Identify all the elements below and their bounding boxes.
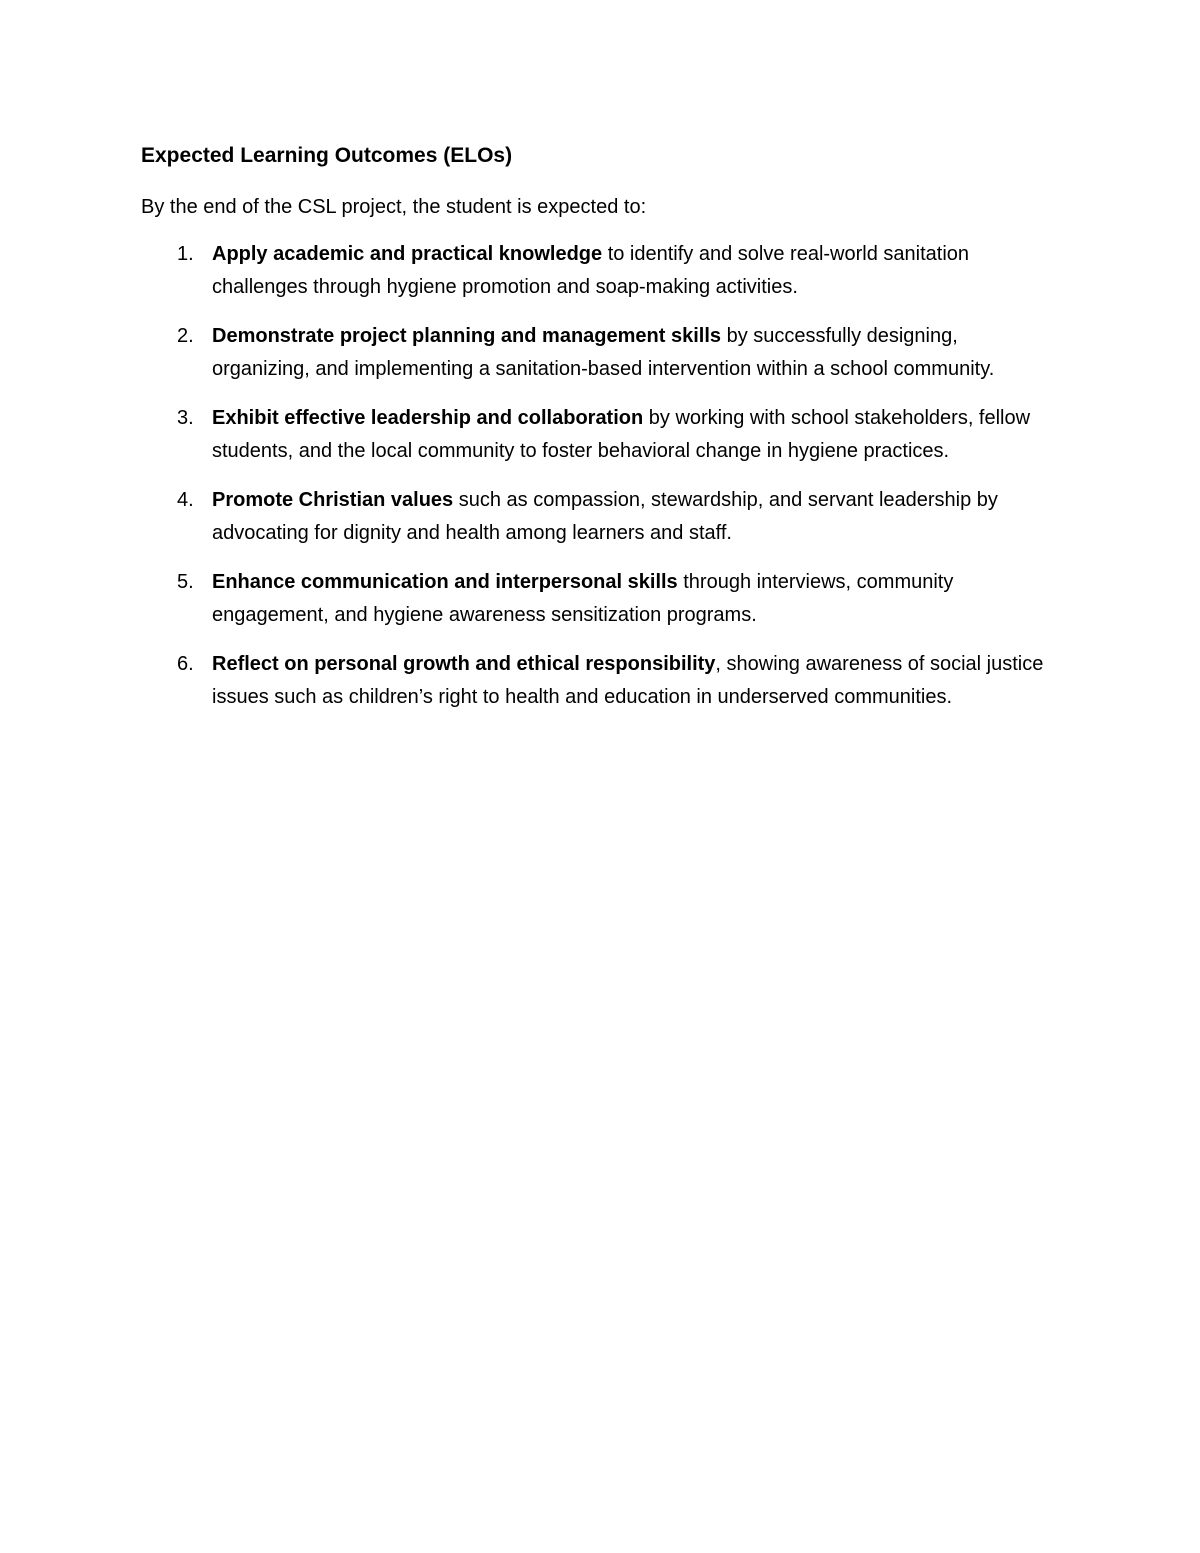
outcome-title: Exhibit effective leadership and collaboration [212,407,644,429]
outcome-item-3 [141,402,1061,467]
outcome-number: 2. [177,325,194,347]
outcome-title: Enhance communication and interpersonal skills [212,571,678,593]
outcome-description: by successfully designing, organizing, and implementing a sanitation-based intervention within a school community. [212,325,995,380]
outcome-item-6 [141,648,1061,713]
outcome-number: 5. [177,571,194,593]
outcome-title: Apply academic and practical knowledge [212,243,603,265]
outcome-description: , showing awareness of social justice issues such as children’s right to health and education in underserved communities. [212,653,1044,708]
outcome-title: Reflect on personal growth and ethical responsibility [212,653,716,675]
intro-paragraph: By the end of the CSL project, the student is expected to: [141,196,647,218]
outcome-number: 3. [177,407,194,429]
outcome-description: such as compassion, stewardship, and servant leadership by advocating for dignity and health among learners and staff. [212,489,998,544]
outcome-title: Demonstrate project planning and management skills [212,325,722,347]
outcome-number: 4. [177,489,194,511]
outcome-item-4 [141,484,1061,549]
outcome-description: through interviews, community engagement, and hygiene awareness sensitization programs. [212,571,954,626]
outcome-item-2 [141,320,1061,385]
outcome-number: 6. [177,653,194,675]
outcome-title: Promote Christian values [212,489,454,511]
document-heading: Expected Learning Outcomes (ELOs) [141,144,513,167]
outcome-description: to identify and solve real-world sanitation challenges through hygiene promotion and soap-making activities. [212,243,970,298]
outcome-description: by working with school stakeholders, fellow students, and the local community to foster behavioral change in hygiene practices. [212,407,1031,462]
outcomes-list [141,238,1061,730]
outcome-number: 1. [177,243,194,265]
outcome-item-1 [141,238,1061,303]
outcome-item-5 [141,566,1061,631]
